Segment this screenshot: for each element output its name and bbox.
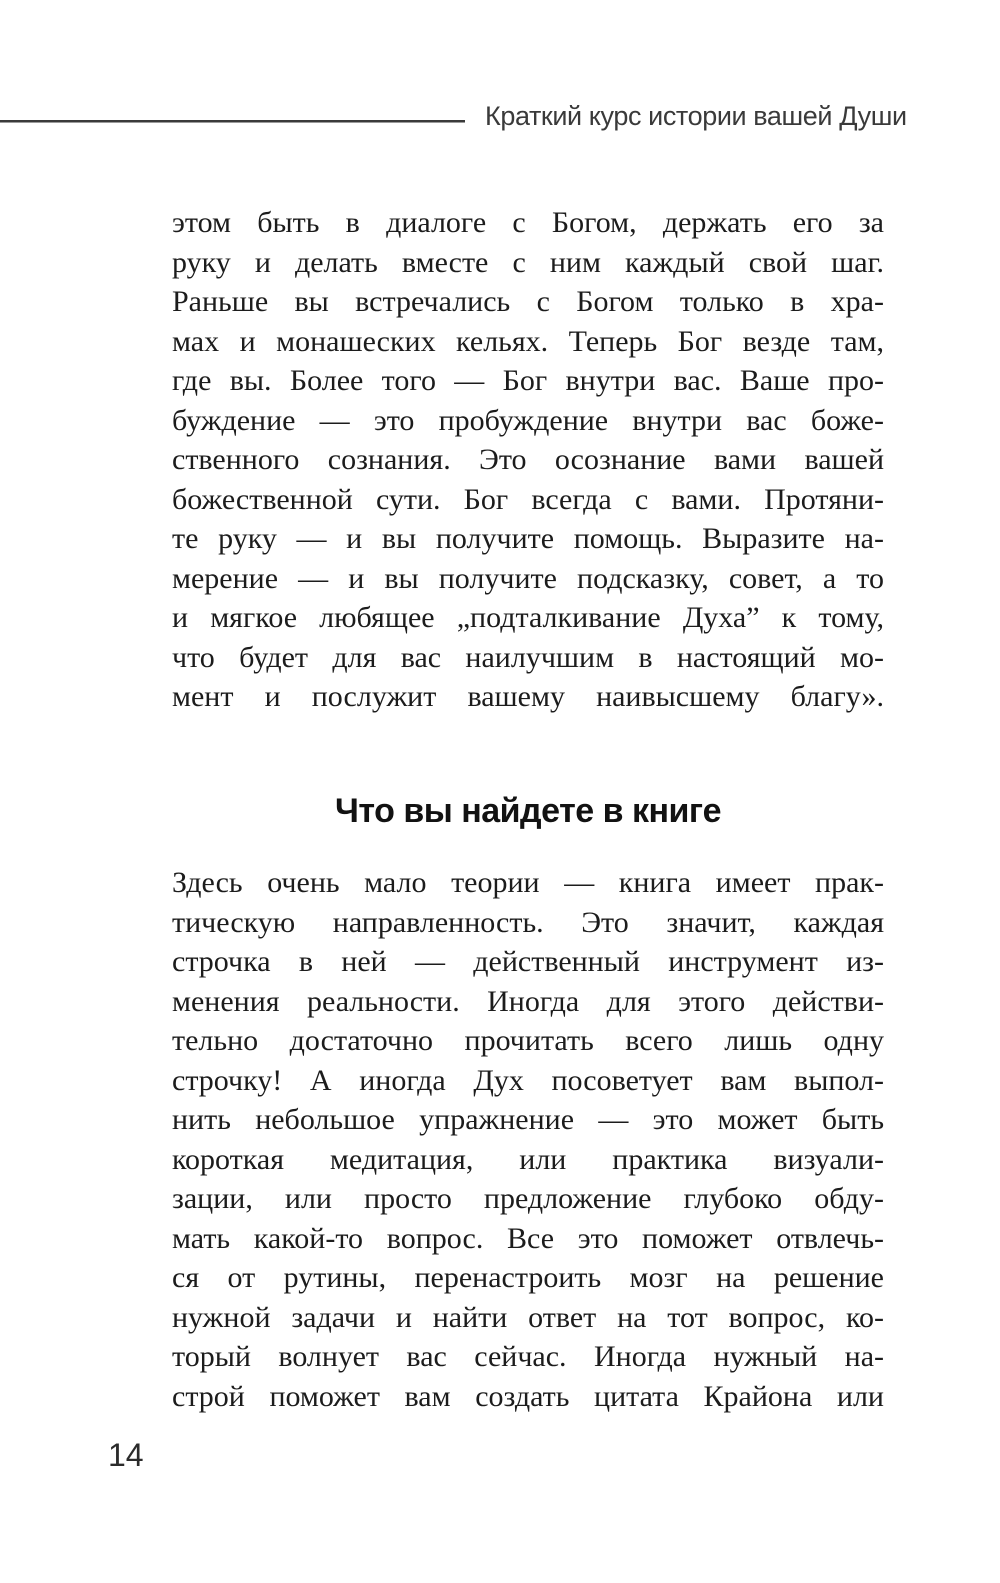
text-line: буждение — это пробуждение внутри вас боже-	[172, 403, 884, 437]
text-line: зации, или просто предложение глубоко обду-	[172, 1182, 884, 1215]
text-line: строчку! А иногда Дух посоветует вам выпол-	[172, 1063, 884, 1097]
text-line: и мягкое любящее „подталкивание Духа” к тому,	[172, 601, 884, 634]
section-heading: Что вы найдете в книге	[335, 792, 721, 830]
text-line: те руку — и вы получите помощь. Выразите на-	[172, 522, 884, 555]
page-number: 14	[108, 1437, 144, 1473]
text-line: строй поможет вам создать цитата Крайона или	[172, 1379, 884, 1413]
text-line: где вы. Более того — Бог внутри вас. Ваше про-	[172, 364, 884, 397]
text-line: тельно достаточно прочитать всего лишь одну	[172, 1024, 884, 1057]
paragraph-continuation	[172, 203, 884, 717]
header-rule	[0, 120, 465, 122]
text-line: что будет для вас наилучшим в настоящий мо-	[172, 640, 884, 674]
text-line: торый волнует вас сейчас. Иногда нужный на-	[172, 1340, 884, 1373]
text-line: нужной задачи и найти ответ на тот вопрос, ко-	[172, 1300, 884, 1334]
paragraph-what-you-find	[172, 863, 884, 1416]
text-line: божественной сути. Бог всегда с вами. Протяни-	[172, 482, 884, 516]
text-line: ственного сознания. Это осознание вами вашей	[172, 443, 884, 476]
text-line: Здесь очень мало теории — книга имеет прак-	[172, 866, 884, 899]
text-line: тическую направленность. Это значит, каждая	[172, 905, 884, 939]
text-line: мах и монашеских кельях. Теперь Бог везде там,	[172, 324, 884, 358]
text-line: мент и послужит вашему наивысшему благу».	[172, 680, 884, 713]
text-line: мерение — и вы получите подсказку, совет, а то	[172, 561, 884, 595]
text-line: руку и делать вместе с ним каждый свой шаг.	[172, 245, 884, 279]
text-line: этом быть в диалоге с Богом, держать его за	[172, 206, 884, 239]
text-line: ся от рутины, перенастроить мозг на решение	[172, 1261, 884, 1294]
text-line: Раньше вы встречались с Богом только в хра-	[172, 285, 884, 318]
text-line: менения реальности. Иногда для этого действи-	[172, 984, 884, 1018]
running-head-title: Краткий курс истории вашей Души	[485, 101, 907, 131]
text-line: короткая медитация, или практика визуали-	[172, 1142, 884, 1176]
text-line: строчка в ней — действенный инструмент из-	[172, 945, 884, 978]
text-line: мать какой-то вопрос. Все это поможет отвлечь-	[172, 1221, 884, 1255]
text-line: нить небольшое упражнение — это может быть	[172, 1103, 884, 1136]
